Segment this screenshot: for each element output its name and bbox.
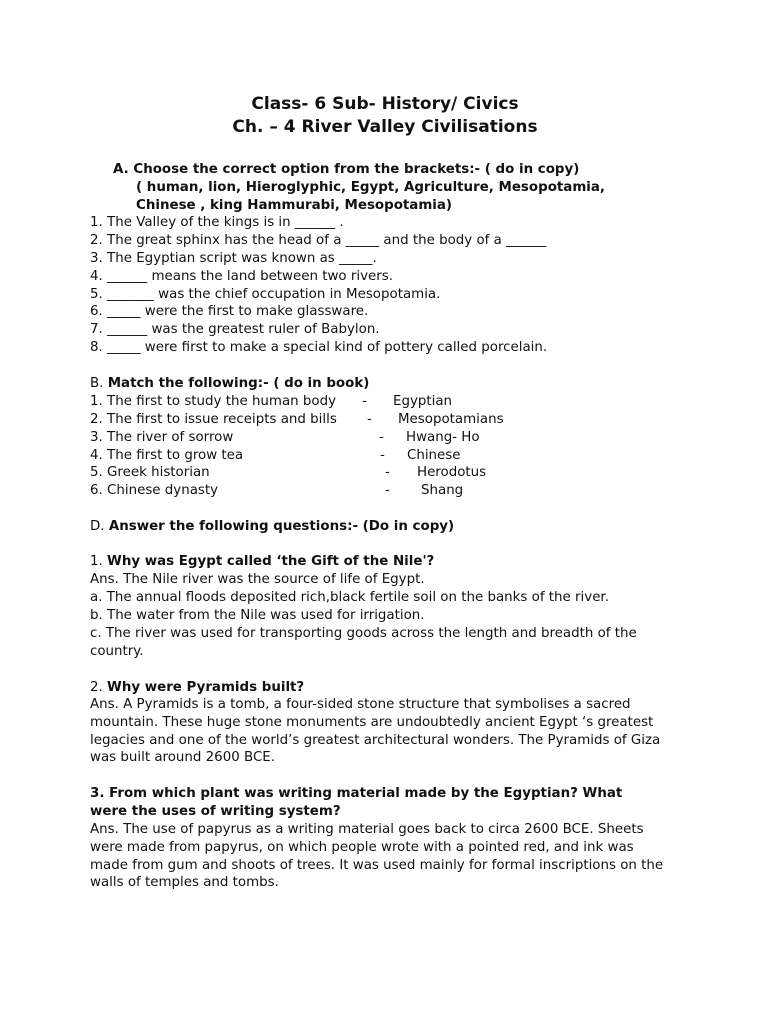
chapter-title: Ch. – 4 River Valley Civilisations — [232, 117, 538, 137]
section-b-prefix: B. — [90, 376, 108, 391]
section-a-item: 5. _______ was the chief occupation in Mesopotamia. — [90, 287, 441, 302]
section-a-options-line1: ( human, lion, Hieroglyphic, Egypt, Agriculture, Mesopotamia, — [136, 180, 605, 195]
answer-1-point-a: a. The annual floods deposited rich,black fertile soil on the banks of the river. — [90, 590, 609, 605]
match-dash: - — [385, 465, 390, 480]
answer-1-point-b: b. The water from the Nile was used for irrigation. — [90, 608, 425, 623]
match-dash: - — [379, 430, 384, 445]
section-d-heading: Answer the following questions:- (Do in copy) — [108, 519, 455, 534]
question-2 — [90, 679, 304, 697]
match-right: Hwang- Ho — [406, 430, 480, 445]
match-left: 1. The first to study the human body — [90, 394, 337, 409]
section-a-item: 6. _____ were the first to make glassware. — [90, 304, 369, 319]
match-right: Shang — [421, 483, 464, 498]
match-left: 6. Chinese dynasty — [90, 483, 219, 498]
question-3: 3. From which plant was writing material made by the Egyptian? What were the uses of writing system? — [90, 786, 623, 819]
section-a-item: 2. The great sphinx has the head of a _____ and the body of a ______ — [90, 233, 547, 248]
match-right: Herodotus — [417, 465, 487, 480]
page-title: Class- 6 Sub- History/ Civics — [251, 94, 519, 114]
match-right: Mesopotamians — [398, 412, 504, 427]
match-right: Egyptian — [393, 394, 453, 409]
match-dash: - — [362, 394, 367, 409]
answer-1: Ans. The Nile river was the source of life of Egypt. — [90, 572, 425, 587]
question-text: Why was Egypt called ‘the Gift of the Nile'? — [107, 554, 435, 569]
section-a-item: 3. The Egyptian script was known as _____. — [90, 251, 377, 266]
question-text: Why were Pyramids built? — [107, 680, 305, 695]
section-b-heading-row — [90, 375, 369, 393]
match-dash: - — [367, 412, 372, 427]
match-right: Chinese — [407, 448, 461, 463]
match-left: 2. The first to issue receipts and bills — [90, 412, 337, 427]
section-d-heading-row — [90, 518, 454, 536]
question-number: 1. — [90, 554, 108, 569]
section-a-options-line2: Chinese , king Hammurabi, Mesopotamia) — [136, 198, 453, 213]
match-left: 4. The first to grow tea — [90, 448, 244, 463]
section-a-heading: A. Choose the correct option from the brackets:- ( do in copy) — [113, 162, 580, 177]
match-left: 3. The river of sorrow — [90, 430, 234, 445]
answer-1-point-c: c. The river was used for transporting goods across the length and breadth of the country. — [90, 626, 637, 659]
answer-3: Ans. The use of papyrus as a writing material goes back to circa 2600 BCE. Sheets were made from papyrus, on which people wrote with a pointed red, and ink was made from gum and shoots of trees. It was used mainly for formal inscriptions on the walls of temples and tombs. — [90, 822, 664, 891]
section-a-item: 1. The Valley of the kings is in ______ . — [90, 215, 344, 230]
section-a-item: 4. ______ means the land between two rivers. — [90, 269, 394, 284]
match-dash: - — [380, 448, 385, 463]
question-1 — [90, 553, 434, 571]
answer-2: Ans. A Pyramids is a tomb, a four-sided stone structure that symbolises a sacred mountain. These huge stone monuments are undoubtedly ancient Egypt ‘s greatest legacies and one of the world’s greatest architectural wonders. The Pyramids of Giza was built around 2600 BCE. — [90, 697, 661, 766]
section-a-item: 7. ______ was the greatest ruler of Babylon. — [90, 322, 380, 337]
section-b-heading: Match the following:- ( do in book) — [107, 376, 370, 391]
match-left: 5. Greek historian — [90, 465, 210, 480]
question-number: 2. — [90, 680, 108, 695]
match-dash: - — [385, 483, 390, 498]
section-d-prefix: D. — [90, 519, 109, 534]
section-a-item: 8. _____ were first to make a special kind of pottery called porcelain. — [90, 340, 548, 355]
